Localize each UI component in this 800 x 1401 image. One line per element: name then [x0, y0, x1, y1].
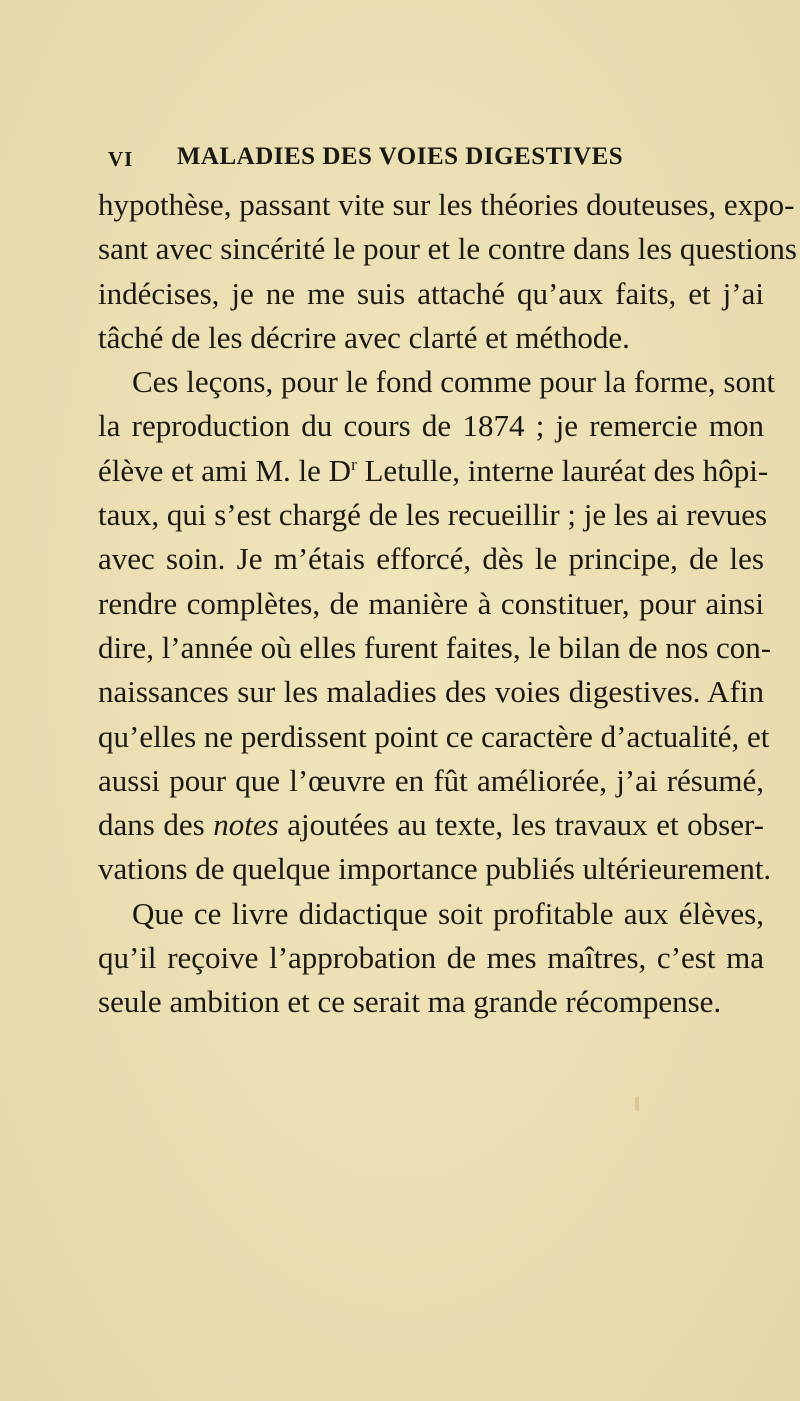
text-line: [98, 449, 769, 493]
text-line: hypothèse, passant vite sur les théories douteuses, expo-: [98, 187, 795, 222]
text-segment: Letulle, interne lauréat des hôpi-: [356, 452, 769, 488]
paragraph-start-line: Que ce livre didactique soit profitable aux élèves,: [132, 895, 764, 931]
running-head: MALADIES DES VOIES DIGESTIVES: [176, 143, 624, 170]
text-line: naissances sur les maladies des voies digestives. Afin: [98, 674, 764, 710]
text-line: [98, 803, 764, 847]
text-line: aussi pour que l’œuvre en fût améliorée, j’ai résumé,: [98, 762, 764, 798]
paragraph-start-line: Ces leçons, pour le fond comme pour la forme, sont: [132, 364, 776, 400]
text-line: avec soin. Je m’étais efforcé, dès le principe, de les: [98, 541, 764, 577]
text-segment: dans des: [98, 807, 214, 843]
text-line: seule ambition et ce serait ma grande récompense.: [98, 984, 722, 1020]
text-line: dire, l’année où elles furent faites, le bilan de nos con-: [98, 629, 772, 665]
text-segment: élève et ami M. le D: [98, 452, 352, 488]
text-line: indécises, je ne me suis attaché qu’aux faits, et j’ai: [98, 275, 764, 311]
body-text: [98, 183, 797, 1025]
paper-speck: [635, 1097, 639, 1111]
text-line: taux, qui s’est chargé de les recueillir ; je les ai revues: [98, 497, 768, 533]
text-line: vations de quelque importance publiés ultérieurement.: [98, 851, 772, 887]
text-line: qu’elles ne perdissent point ce caractère d’actualité, et: [98, 718, 770, 754]
text-line: sant avec sincérité le pour et le contre dans les questions: [98, 231, 797, 267]
text-line: qu’il reçoive l’approbation de mes maîtres, c’est ma: [98, 940, 764, 976]
text-line: la reproduction du cours de 1874 ; je remercie mon: [98, 408, 764, 444]
text-line: rendre complètes, de manière à constituer, pour ainsi: [98, 585, 764, 621]
italic-text: notes: [213, 807, 279, 843]
page-number: VI: [108, 147, 134, 171]
page-header: [0, 143, 800, 183]
superscript: r: [351, 454, 357, 474]
text-segment: ajoutées au texte, les travaux et obser-: [278, 807, 765, 843]
text-line: tâché de les décrire avec clarté et méthode.: [98, 319, 630, 355]
